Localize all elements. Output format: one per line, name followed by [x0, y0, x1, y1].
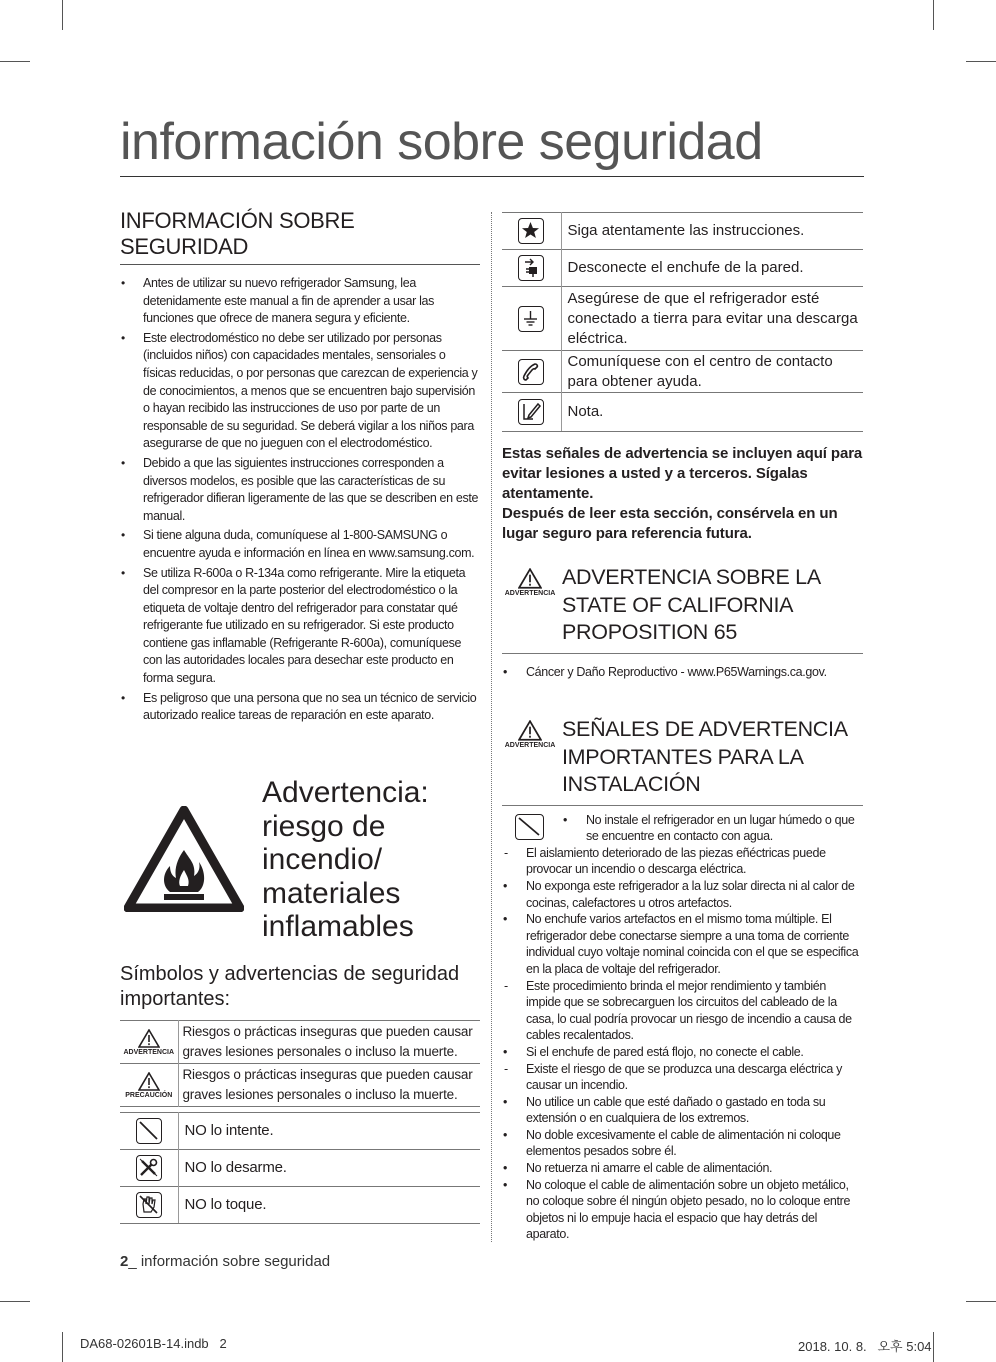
right-column — [502, 212, 863, 1243]
left-column — [120, 208, 480, 725]
no-touch-icon — [136, 1192, 162, 1218]
warning-label: ADVERTENCIA — [504, 742, 556, 750]
crop-mark — [966, 1301, 996, 1302]
symbol-text: Riesgos o prácticas inseguras que pueden causar graves lesiones personales o incluso la muerte. — [178, 1064, 480, 1107]
symbol-text: Asegúrese de que el refrigerador esté conectado a tierra para evitar una descarga eléctrica. — [561, 287, 863, 351]
prop65-heading-block — [502, 564, 863, 654]
list-item: • No doble excesivamente el cable de alimentación ni coloque elementos pesados sobre él. — [502, 1127, 863, 1160]
bold-note-1: Estas señales de advertencia se incluyen aquí para evitar lesiones a usted y a terceros. Sígalas atentamente. — [502, 445, 863, 502]
table-row — [120, 1187, 480, 1224]
warning-triangle-icon — [123, 1029, 174, 1056]
list-item: • Se utiliza R-600a o R-134a como refrigerante. Mire la etiqueta del compresor en la parte posterior del electrodoméstico o la etiqueta de voltaje dentro del refrigerador para constatar qué refrigerante fue utilizado en su refrigerador. Si este producto contiene gas inflamable (Refrigerante R-600a), comuníquese con las autoridades locales para desechar este producto en forma segura. — [120, 565, 480, 688]
star-icon — [518, 218, 544, 244]
list-item: - Existe el riesgo de que se produzca una descarga eléctrica y causar un incendio. — [502, 1061, 863, 1094]
section-heading: INFORMACIÓN SOBRE SEGURIDAD — [120, 208, 480, 265]
no-attempt-icon — [515, 814, 544, 840]
symbol-text: Desconecte el enchufe de la pared. — [561, 250, 863, 287]
list-item: - El aislamiento deteriorado de las piezas eñéctricas puede provocar un incendio o descarga eléctrica. — [502, 845, 863, 878]
table-row — [120, 1064, 480, 1107]
ground-icon — [518, 306, 544, 332]
crop-mark — [62, 1332, 63, 1362]
list-item: • Debido a que las siguientes instrucciones corresponden a diversos modelos, es posible que las características de su refrigerador difieran ligeramente de las que se describen en este manual. — [120, 455, 480, 525]
bold-note-2: Después de leer esta sección, consérvela en un lugar seguro para referencia futura. — [502, 505, 838, 542]
print-slug-date: 2018. 10. 8. 오후 5:04 — [798, 1339, 932, 1354]
symbols-table — [120, 1020, 480, 1224]
crop-mark — [933, 0, 934, 30]
crop-mark — [62, 0, 63, 30]
crop-mark — [0, 61, 30, 62]
list-item: • Es peligroso que una persona que no sea un técnico de servicio autorizado realice tareas de reparación en este aparato. — [120, 690, 480, 725]
crop-mark — [0, 1301, 30, 1302]
caution-triangle-icon — [125, 1072, 172, 1099]
page-footer — [120, 1253, 330, 1270]
note-icon — [518, 399, 544, 425]
list-item: • No enchufe varios artefactos en el mismo toma múltiple. El refrigerador debe conectarse siempre a una toma de corriente individual cuyo voltaje nominal coincida con el que se especifica en la placa de voltaje del refrigerador. — [502, 911, 863, 977]
warning-triangle-icon — [502, 568, 558, 597]
list-item: • Antes de utilizar su nuevo refrigerador Samsung, lea detenidamente este manual a fin de aprender a usar las funciones que ofrece de manera segura y eficiente. — [120, 275, 480, 328]
warning-label: ADVERTENCIA — [504, 590, 556, 597]
table-row — [502, 250, 863, 287]
fire-warning-title: Advertencia: riesgo de incendio/ materiales inflamables — [262, 776, 429, 943]
symbol-text: Nota. — [561, 393, 863, 432]
footer-section: _ información sobre seguridad — [128, 1253, 331, 1270]
list-item: • No instale el refrigerador en un lugar húmedo o que se encuentre en contacto con agua. — [562, 812, 863, 845]
list-item: • Si tiene alguna duda, comuníquese al 1-800-SAMSUNG o encuentre ayuda e información en línea en www.samsung.com. — [120, 527, 480, 562]
list-item: • Si el enchufe de pared está flojo, no conecte el cable. — [502, 1044, 863, 1061]
table-row — [120, 1021, 480, 1064]
page-title: información sobre seguridad — [120, 113, 763, 171]
crop-mark — [933, 1332, 934, 1362]
safety-bullets — [120, 275, 480, 725]
symbol-text: NO lo intente. — [178, 1113, 480, 1150]
list-item: • No retuerza ni amarre el cable de alimentación. — [502, 1160, 863, 1177]
crop-mark — [966, 61, 996, 62]
symbol-text: Comuníquese con el centro de contacto para obtener ayuda. — [561, 351, 863, 393]
table-row — [502, 351, 863, 393]
page-number: 2 — [120, 1253, 129, 1270]
unplug-icon — [518, 255, 544, 281]
warning-triangle-icon — [502, 720, 558, 749]
table-row — [120, 1113, 480, 1150]
bold-note — [502, 444, 863, 544]
prop65-list — [502, 664, 863, 681]
symbol-text: Siga atentamente las instrucciones. — [561, 213, 863, 250]
column-divider — [491, 212, 492, 1242]
table-row — [502, 213, 863, 250]
install-heading: SEÑALES DE ADVERTENCIA IMPORTANTES PARA LA INSTALACIÓN — [562, 717, 847, 797]
symbol-text: NO lo toque. — [178, 1187, 480, 1224]
phone-icon — [518, 359, 544, 385]
prop65-heading: ADVERTENCIA SOBRE LA STATE OF CALIFORNIA PROPOSITION 65 — [562, 565, 820, 644]
title-rule — [120, 176, 864, 177]
list-item: • No exponga este refrigerador a la luz solar directa ni al calor de cocinas, calefactores u otros artefactos. — [502, 878, 863, 911]
symbols-table-right — [502, 212, 863, 432]
list-item: • No utilice un cable que esté dañado o gastado en toda su extensión o en cualquiera de los extremos. — [502, 1094, 863, 1127]
no-attempt-icon — [136, 1118, 162, 1144]
list-item: • Este electrodoméstico no debe ser utilizado por personas (incluidos niños) con capacidades mentales, sensoriales o físicas reducidas, o por personas que carezcan de experiencia y de conocimientos, a menos que se encuentren bajo supervisión o hayan recibido las instrucciones de uso por parte de un responsable de su seguridad. Se deberá vigilar a los niños para asegurarse de que no jueguen con el electrodoméstico. — [120, 330, 480, 453]
install-heading-block — [502, 716, 863, 806]
symbol-text: Riesgos o prácticas inseguras que pueden causar graves lesiones personales o incluso la muerte. — [178, 1021, 480, 1064]
table-row — [502, 393, 863, 432]
install-first-item — [502, 812, 863, 845]
print-slug-file: DA68-02601B-14.indb 2 — [80, 1336, 227, 1351]
fire-warning-block — [120, 776, 480, 946]
warning-label: ADVERTENCIA — [123, 1048, 175, 1056]
table-row — [502, 287, 863, 351]
table-row — [120, 1150, 480, 1187]
list-item: - Este procedimiento brinda el mejor rendimiento y también impide que se sobrecarguen los circuitos del cableado de la casa, lo cual podría provocar un riesgo de incendio a causa de cables recalentados. — [502, 978, 863, 1044]
flammable-warning-icon — [124, 806, 244, 912]
symbol-text: NO lo desarme. — [178, 1150, 480, 1187]
no-disassemble-icon — [136, 1155, 162, 1181]
install-list — [502, 845, 863, 1243]
symbols-heading: Símbolos y advertencias de seguridad importantes: — [120, 963, 460, 1010]
caution-label: PRECAUCIÓN — [125, 1091, 173, 1099]
list-item: • No coloque el cable de alimentación sobre un objeto metálico, no coloque sobre él ningún objeto pesado, no lo coloque entre objetos ni lo empuje hacia el espacio que hay detrás del aparato. — [502, 1177, 863, 1243]
list-item: • Cáncer y Daño Reproductivo - www.P65Warnings.ca.gov. — [502, 664, 863, 681]
